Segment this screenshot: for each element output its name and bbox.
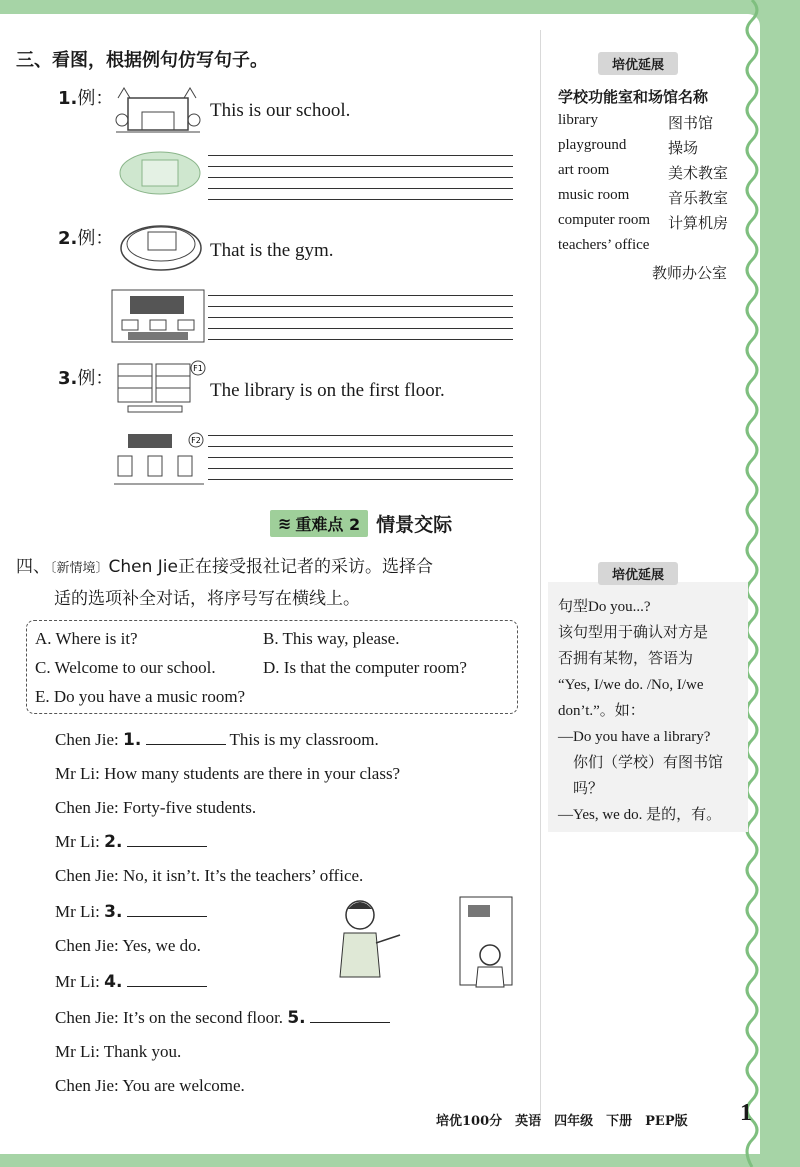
answer-blank-4[interactable] [127,972,207,987]
footer-text: 培优100分 英语 四年级 下册 PEP版 [436,1114,688,1129]
section4-prompt: 四、〔新情境〕Chen Jie正在接受报社记者的采访。选择合 适的选项补全对话，将序号写在横线上。 [16,557,433,609]
item3-label: 3.例： [58,368,114,389]
banner-tag: ≋ 重难点 2 [270,510,368,537]
school-building-picture [112,80,204,138]
dialog-line-7: Chen Jie: Yes, we do. [55,936,201,955]
vocab-cn-4: 音乐教室 [668,189,729,207]
dialog-line-5: Chen Jie: No, it isn’t. It’s the teachers’ office. [55,866,364,885]
item1-label: 1.例： [58,88,114,109]
dialog-line-9: Chen Jie: It’s on the second floor. 5. [55,1008,390,1028]
option-c: C. Welcome to our school. [35,658,216,677]
section-banner [270,510,452,537]
vocab-cn-3: 美术教室 [668,164,729,182]
item1-writing-lines[interactable] [208,145,513,200]
option-b: B. This way, please. [263,629,400,648]
wave-icon: ≋ [278,514,292,533]
vocab-cn-6: 教师办公室 [652,264,728,282]
dialog-line-1: Chen Jie: 1. This is my classroom. [55,730,379,750]
dialog-line-4: Mr Li: 2. [55,832,207,852]
sidebar2-tip: 句型Do you...? 该句型用于确认对方是 否拥有某物，答语为 “Yes, I/we do. /No, I/we don’t.”。如： —Do you have a library? 你们（学校）有图书馆 吗？ —Yes, we do. 是的，有。 [558,599,724,823]
dialog-line-3: Chen Jie: Forty-five students. [55,798,257,817]
answer-blank-1[interactable] [146,730,226,745]
vocab-cn-2: 操场 [668,139,699,157]
page-border-bottom [0,1153,800,1167]
sidebar1-tag: 培优延展 [598,52,678,75]
vocab-en-1: library [558,112,598,128]
column-divider [540,30,541,1120]
item1-example-sentence: This is our school. [210,100,351,121]
dialog-line-8: Mr Li: 4. [55,972,207,992]
music-room-picture [112,430,206,488]
option-a: A. Where is it? [35,629,138,648]
library-picture [114,358,206,418]
classroom-picture [110,288,206,344]
answer-blank-3[interactable] [127,902,207,917]
sidebar1-heading: 学校功能室和场馆名称 [558,88,709,106]
sidebar2-tag: 培优延展 [598,562,678,585]
dialog-line-2: Mr Li: How many students are there in your class? [55,764,401,783]
item2-writing-lines[interactable] [208,285,513,340]
students-illustration [330,895,520,990]
answer-blank-2[interactable] [127,832,207,847]
vocab-en-4: music room [558,187,630,203]
option-d: D. Is that the computer room? [263,658,467,677]
dialog-line-6: Mr Li: 3. [55,902,207,922]
dialog-line-10: Mr Li: Thank you. [55,1042,182,1061]
floor-tag-f2: F2 [191,436,201,445]
page-number: 1 [740,1100,752,1126]
floor-tag-f1: F1 [193,364,203,373]
item3-example-sentence: The library is on the first floor. [210,380,445,401]
options-box [26,620,518,714]
footer-blank-area [22,1100,390,1152]
vocab-en-5: computer room [558,212,651,228]
vocab-en-3: art room [558,162,610,178]
vocab-en-6: teachers’ office [558,237,650,253]
vocab-en-2: playground [558,137,627,153]
banner-title: 情景交际 [376,514,453,536]
item3-writing-lines[interactable] [208,425,513,480]
gym-picture [118,218,204,274]
answer-blank-5[interactable] [310,1008,390,1023]
dialog-line-11: Chen Jie: You are welcome. [55,1076,245,1095]
item2-label: 2.例： [58,228,114,249]
vocab-cn-5: 计算机房 [668,214,729,232]
option-e: E. Do you have a music room? [35,687,246,706]
section3-title: 三、看图，根据例句仿写句子。 [16,50,268,71]
vocab-cn-1: 图书馆 [668,114,714,132]
playground-picture [118,150,202,196]
item2-example-sentence: That is the gym. [210,240,334,261]
